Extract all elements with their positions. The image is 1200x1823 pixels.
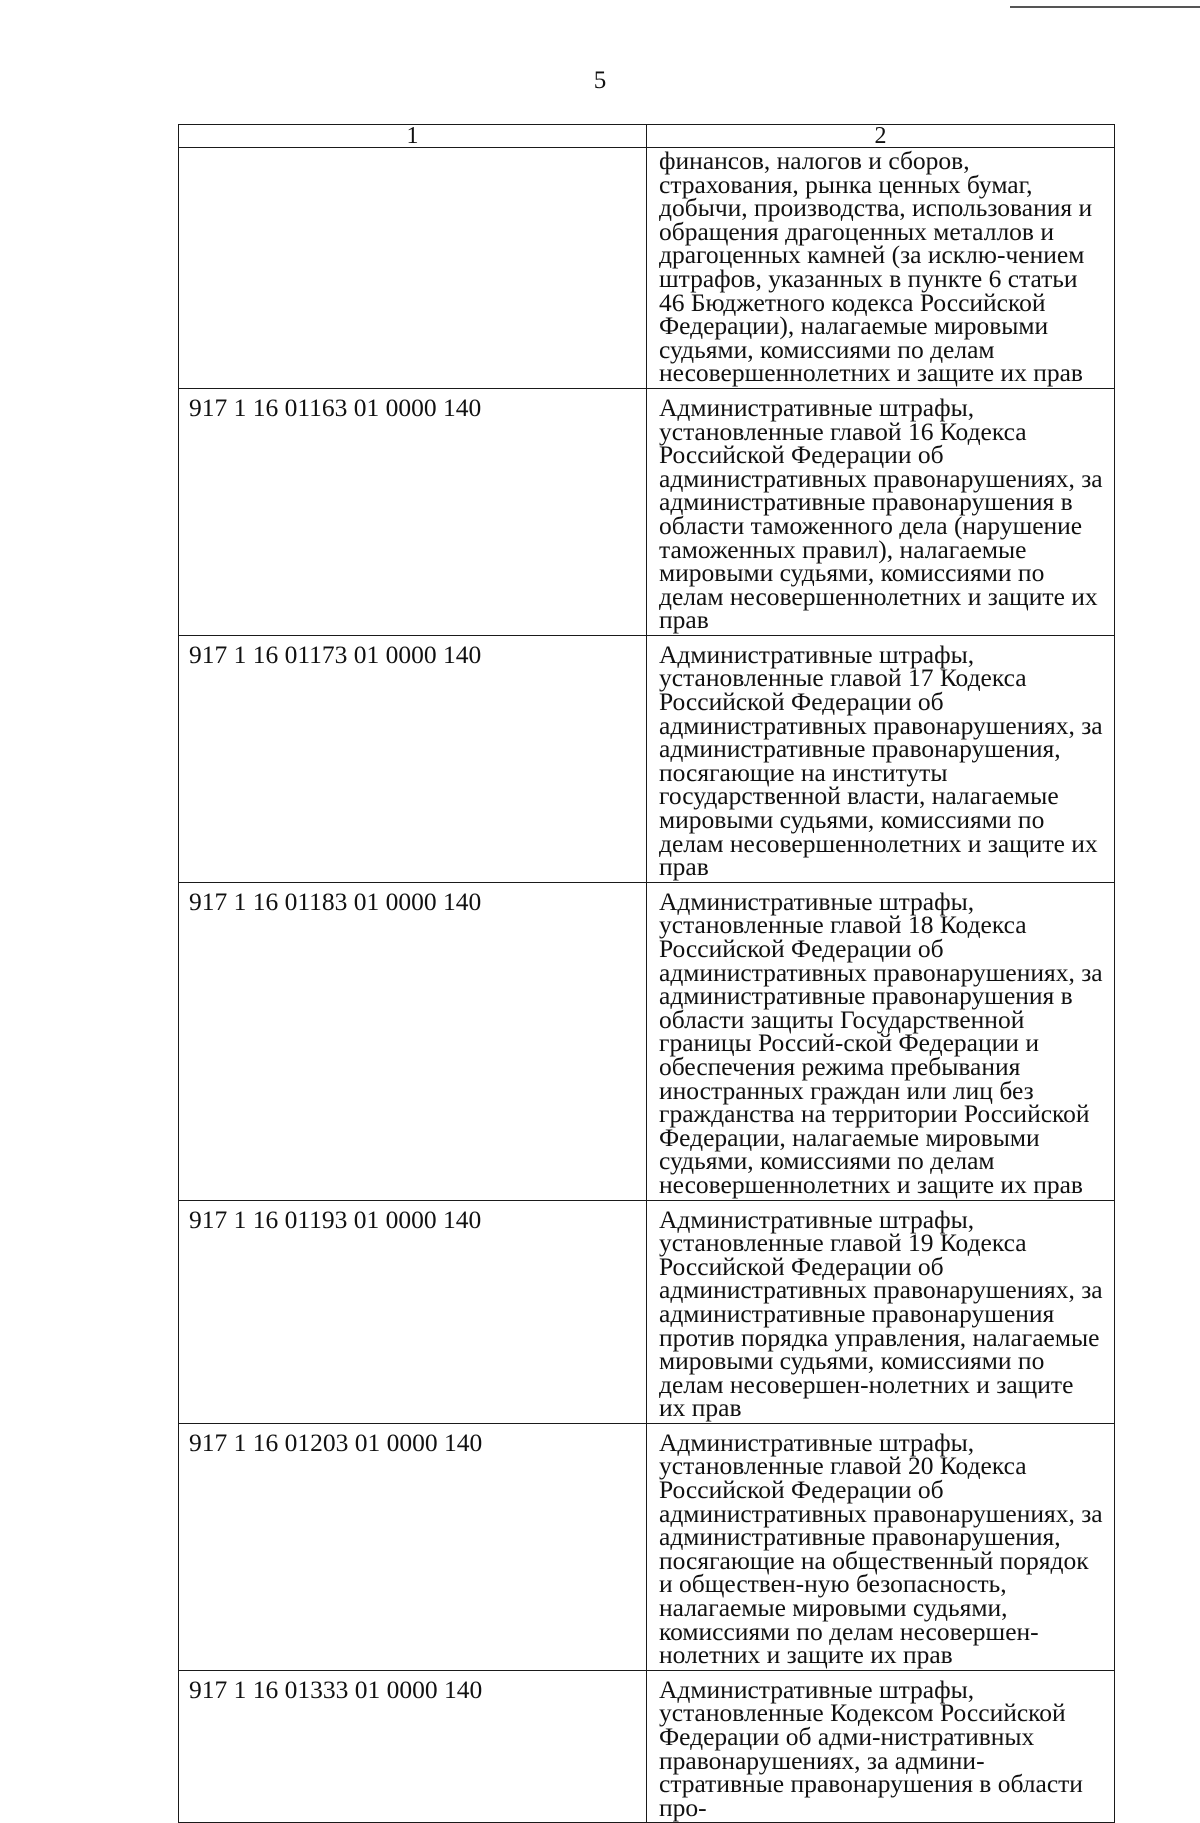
description-cell: Административные штрафы, установленные главой 20 Кодекса Российской Федерации об административных правонарушениях, за административные правонарушения, посягающие на общественный порядок и обществен-ную безопасность, налагаемые мировыми судьями, комиссиями по делам несовершен-нолетних и защите их прав [647,1423,1115,1670]
code-cell: 917 1 16 01193 01 0000 140 [179,1200,647,1423]
page-number: 5 [593,67,607,94]
code-cell: 917 1 16 01183 01 0000 140 [179,882,647,1200]
table-row [179,635,1115,882]
description-cell: Административные штрафы, установленные Кодексом Российской Федерации об адми-нистративных правонарушениях, за админи-стративные правонарушения в области про- [647,1670,1115,1823]
code-cell: 917 1 16 01333 01 0000 140 [179,1670,647,1823]
code-cell: 917 1 16 01203 01 0000 140 [179,1423,647,1670]
budget-codes-table [178,124,1115,1823]
table-header-row [179,125,1115,148]
top-edge-rule [1010,6,1200,8]
table-row [179,1200,1115,1423]
code-cell: 917 1 16 01173 01 0000 140 [179,635,647,882]
description-cell: Административные штрафы, установленные главой 16 Кодекса Российской Федерации об административных правонарушениях, за административные правонарушения в области таможенного дела (нарушение таможенных правил), налагаемые мировыми судьями, комиссиями по делам несовершеннолетних и защите их прав [647,388,1115,635]
description-cell: Административные штрафы, установленные главой 17 Кодекса Российской Федерации об административных правонарушениях, за административные правонарушения, посягающие на институты государственной власти, налагаемые мировыми судьями, комиссиями по делам несовершеннолетних и защите их прав [647,635,1115,882]
table-row [179,1670,1115,1823]
code-cell: 917 1 16 01163 01 0000 140 [179,388,647,635]
code-cell [179,148,647,389]
column-header-code: 1 [179,125,647,148]
table-row [179,882,1115,1200]
table-row [179,1423,1115,1670]
description-cell: финансов, налогов и сборов, страхования, рынка ценных бумаг, добычи, производства, использования и обращения драгоценных металлов и драгоценных камней (за исклю-чением штрафов, указанных в пункте 6 статьи 46 Бюджетного кодекса Российской Федерации), налагаемые мировыми судьями, комиссиями по делам несовершеннолетних и защите их прав [647,148,1115,389]
description-cell: Административные штрафы, установленные главой 19 Кодекса Российской Федерации об административных правонарушениях, за административные правонарушения против порядка управления, налагаемые мировыми судьями, комиссиями по делам несовершен-нолетних и защите их прав [647,1200,1115,1423]
column-header-description: 2 [647,125,1115,148]
description-cell: Административные штрафы, установленные главой 18 Кодекса Российской Федерации об административных правонарушениях, за административные правонарушения в области защиты Государственной границы Россий-ской Федерации и обеспечения режима пребывания иностранных граждан или лиц без гражданства на территории Российской Федерации, налагаемые мировыми судьями, комиссиями по делам несовершеннолетних и защите их прав [647,882,1115,1200]
table-row [179,148,1115,389]
table-row [179,388,1115,635]
